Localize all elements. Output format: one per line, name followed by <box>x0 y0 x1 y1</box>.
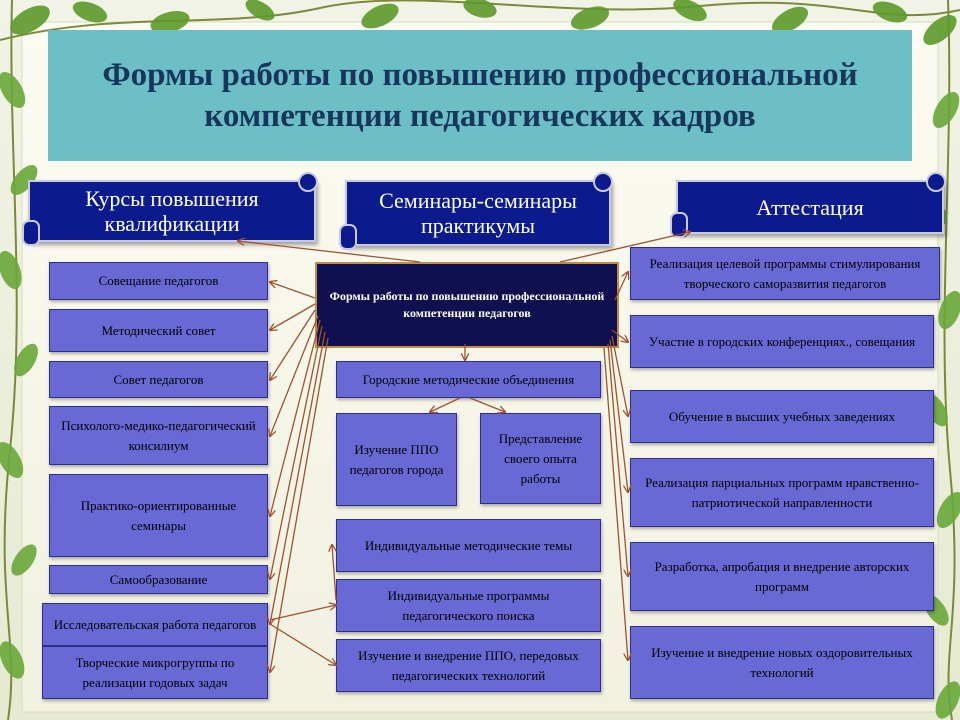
left-item-label: Исследовательская работа педагогов <box>53 616 257 632</box>
middle-item-3 <box>336 519 601 572</box>
right-item-label: Участие в городских конференциях., совещания <box>648 333 916 349</box>
title-banner <box>48 30 912 161</box>
left-item-label: Методический совет <box>101 322 216 338</box>
category-seminars <box>345 180 611 246</box>
middle-item-4 <box>336 579 601 632</box>
left-item-4 <box>49 474 268 557</box>
middle-item-5 <box>336 639 601 692</box>
right-item-5 <box>630 626 934 699</box>
category-attestation <box>676 180 944 234</box>
left-item-3 <box>49 406 268 465</box>
category-courses <box>28 180 316 242</box>
category-seminars-label: Семинары-семинары практикумы <box>379 188 577 238</box>
middle-item-2 <box>480 413 601 504</box>
left-item-label: Психолого-медико-педагогический консилиум <box>61 417 256 453</box>
left-item-7 <box>42 646 268 699</box>
right-item-4 <box>630 542 934 611</box>
middle-item-label: Индивидуальные программы педагогического поиска <box>387 587 550 623</box>
right-item-label: Обучение в высших учебных заведениях <box>668 408 896 424</box>
right-item-3 <box>630 458 934 527</box>
middle-item-label: Изучение и внедрение ППО, передовых педагогических технологий <box>358 647 579 683</box>
middle-item-label: Изучение ППО педагогов города <box>349 441 444 477</box>
middle-item-label: Представление своего опыта работы <box>498 430 583 486</box>
left-item-label: Практико-ориентированные семинары <box>80 497 237 533</box>
left-item-0 <box>49 262 268 300</box>
right-item-1 <box>630 315 934 368</box>
middle-item-label: Городские методические объединения <box>362 371 575 387</box>
middle-item-0 <box>336 361 601 398</box>
center-box <box>315 262 619 348</box>
right-item-label: Разработка, апробация и внедрение авторских программ <box>654 558 910 594</box>
right-item-0 <box>630 247 940 300</box>
left-item-2 <box>49 361 268 398</box>
middle-item-label: Индивидуальные методические темы <box>364 537 573 553</box>
page-title: Формы работы по повышению профессиональной компетенции педагогических кадров <box>102 56 858 134</box>
left-item-label: Творческие микрогруппы по реализации годовых задач <box>75 654 235 690</box>
left-item-label: Совещание педагогов <box>98 273 219 288</box>
left-item-label: Самообразование <box>109 571 208 587</box>
right-item-label: Реализация парциальных программ нравственно-патриотической направленности <box>645 474 919 510</box>
right-item-2 <box>630 390 934 443</box>
right-item-label: Реализация целевой программы стимулирования творческого саморазвития педагогов <box>649 255 921 291</box>
left-item-6 <box>42 603 268 646</box>
middle-item-1 <box>336 413 457 506</box>
left-item-5 <box>49 565 268 594</box>
right-item-label: Изучение и внедрение новых оздоровительных технологий <box>651 644 913 680</box>
category-courses-label: Курсы повышения квалификации <box>85 186 259 236</box>
left-item-label: Совет педагогов <box>113 371 204 387</box>
category-attestation-label: Аттестация <box>756 194 864 220</box>
center-box-label: Формы работы по повышению профессиональной компетенции педагогов <box>329 289 605 320</box>
left-item-1 <box>49 309 268 352</box>
